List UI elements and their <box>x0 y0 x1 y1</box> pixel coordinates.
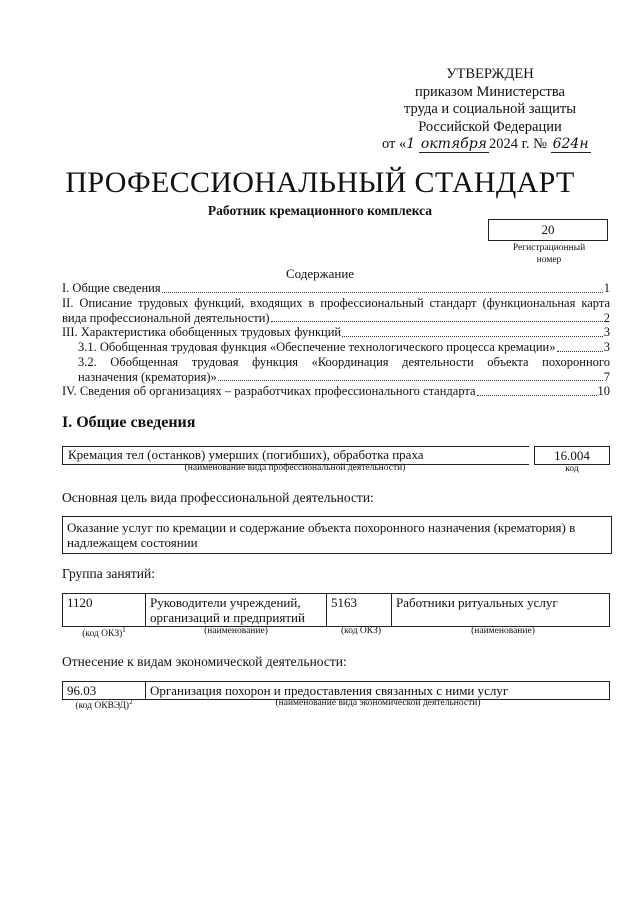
okved-caption-code <box>62 698 146 711</box>
toc-label-line-1: II. Описание трудовых функций, входящих в профессиональный стандарт (функциональная карта <box>62 296 610 310</box>
handwritten-day: 1 <box>406 136 416 152</box>
toc-page: 10 <box>597 384 610 398</box>
group-caption-name: (наименование) <box>204 626 268 636</box>
toc-item-2[interactable] <box>62 296 610 325</box>
okved-name: Организация похорон и предоставления связанных с ними услуг <box>146 682 610 700</box>
occupation-group-table <box>62 593 610 627</box>
toc-page: 1 <box>603 281 610 295</box>
toc-leader <box>218 380 603 381</box>
toc-item-6[interactable] <box>62 384 610 399</box>
activity-caption: (наименование вида профессиональной деятельности) <box>184 463 406 473</box>
caption-text: (код ОКЗ) <box>82 629 123 640</box>
section-heading-general: I. Общие сведения <box>62 414 196 431</box>
toc-page: 2 <box>603 310 610 325</box>
page-title: ПРОФЕССИОНАЛЬНЫЙ СТАНДАРТ <box>65 166 575 199</box>
group-code-1: 1120 <box>63 594 146 627</box>
activity-name: Кремация тел (останков) умерших (погибших), обработка праха <box>68 447 424 462</box>
code-caption: код <box>565 464 579 474</box>
date-year: 2024 г. № <box>488 136 547 152</box>
registration-caption-line-2: номер <box>536 255 562 265</box>
footnote-mark: 1 <box>122 626 126 634</box>
toc-item-4[interactable] <box>78 340 610 355</box>
toc-label: 3.1. Обобщенная трудовая функция «Обеспечение технологического процесса кремации» <box>78 340 556 354</box>
toc-page: 7 <box>603 369 610 384</box>
date-prefix: от « <box>382 136 407 152</box>
handwritten-month: октября <box>420 136 487 152</box>
registration-number-box: 20 <box>488 219 608 241</box>
approval-line-3: труда и социальной защиты <box>404 101 576 117</box>
toc-item-1[interactable] <box>62 281 610 296</box>
toc-heading: Содержание <box>285 266 355 281</box>
group-code-2: 5163 <box>327 594 392 627</box>
toc-label: I. Общие сведения <box>62 281 161 295</box>
approval-block <box>360 66 620 154</box>
approval-line-1: УТВЕРЖДЕН <box>446 66 534 82</box>
registration-caption <box>488 242 610 266</box>
approval-line-4: Российской Федерации <box>418 118 562 135</box>
approval-date-number <box>360 136 620 154</box>
group-name-2: Работники ритуальных услуг <box>392 594 610 627</box>
toc-label: назначения (крематория)» <box>78 369 217 384</box>
toc-leader <box>271 321 603 322</box>
handwritten-number: 624н <box>552 136 589 152</box>
page-subtitle: Работник кремационного комплекса <box>207 203 433 218</box>
group-label: Группа занятий: <box>62 566 155 581</box>
toc-label: вида профессиональной деятельности) <box>62 310 270 325</box>
toc-label-line-1: 3.2. Обобщенная трудовая функция «Координация деятельности объекта похоронного <box>78 355 610 369</box>
toc-leader <box>477 395 597 396</box>
footnote-mark: 2 <box>129 698 133 706</box>
caption-text: (код ОКВЭД) <box>75 701 130 712</box>
toc-item-3[interactable] <box>62 325 610 340</box>
toc-item-5[interactable] <box>78 355 610 384</box>
toc-leader <box>162 292 603 293</box>
toc-label: III. Характеристика обобщенных трудовых функций <box>62 325 342 339</box>
activity-code-box: 16.004 <box>534 446 610 465</box>
group-caption-name-2: (наименование) <box>471 626 535 636</box>
group-caption-okz-2: (код ОКЗ) <box>340 626 382 636</box>
group-name-1: Руководители учреждений, организаций и предприятий <box>146 594 327 627</box>
toc-page: 3 <box>603 325 610 339</box>
okved-caption-name: (наименование вида экономической деятельности) <box>275 698 481 708</box>
registration-caption-line-1: Регистрационный <box>512 243 586 253</box>
approval-line-2: приказом Министерства <box>415 83 565 100</box>
okved-label: Отнесение к видам экономической деятельности: <box>62 654 347 669</box>
toc-leader <box>342 336 603 337</box>
okved-code: 96.03 <box>63 682 146 700</box>
toc-leader <box>557 351 603 352</box>
toc-label: IV. Сведения об организациях – разработчиках профессионального стандарта <box>62 384 476 398</box>
purpose-box: Оказание услуг по кремации и содержание объекта похоронного назначения (крематория) в надлежащем состоянии <box>62 516 612 554</box>
purpose-label: Основная цель вида профессиональной деятельности: <box>62 490 374 505</box>
toc-page: 3 <box>603 340 610 354</box>
group-caption-okz <box>62 626 146 639</box>
